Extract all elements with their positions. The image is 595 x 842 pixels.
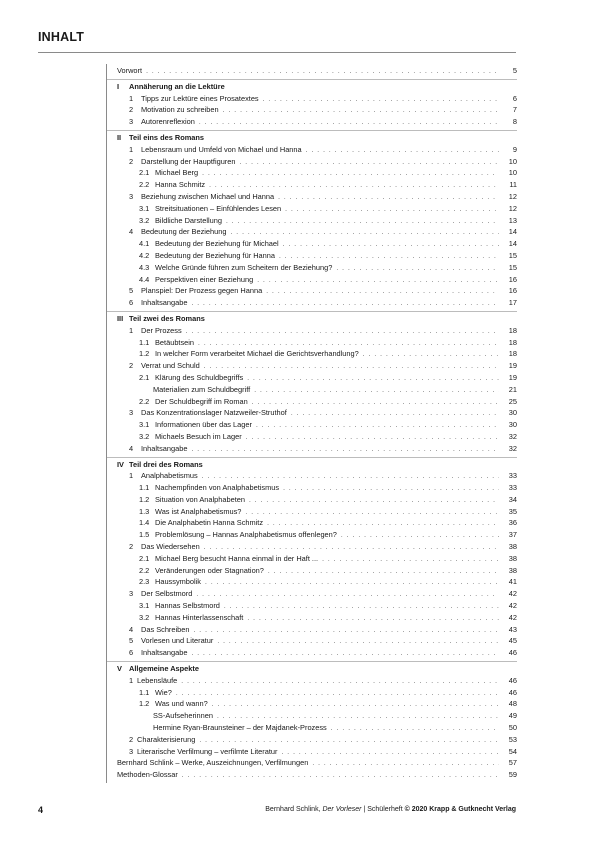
entry-title: Autorenreflexion — [141, 117, 195, 127]
toc-entry[interactable] — [107, 348, 517, 360]
entry-title: Literarische Verfilmung – verfilmte Literatur — [137, 746, 278, 756]
entry-number: 1 — [129, 144, 134, 154]
entry-page-number: 10 — [508, 156, 517, 166]
entry-title: Die Analphabetin Hanna Schmitz — [155, 518, 264, 528]
entry-number: 6 — [129, 648, 134, 658]
toc-entry[interactable] — [107, 647, 517, 659]
entry-page-number: 34 — [508, 494, 517, 504]
entry-number: 4.2 — [139, 250, 150, 260]
entry-title: Haussymbolik — [155, 577, 202, 587]
dot-leader — [191, 648, 499, 660]
entry-number: 3 — [129, 191, 134, 201]
entry-title: Inhaltsangabe — [141, 648, 188, 658]
toc-entry[interactable] — [107, 506, 517, 518]
toc-entry[interactable] — [107, 396, 517, 408]
entry-title: Hannas Selbstmord — [155, 601, 220, 611]
entry-title: Nachempfinden von Analphabetismus — [155, 483, 280, 493]
dot-leader — [285, 204, 499, 216]
toc-entry[interactable] — [107, 325, 517, 337]
entry-title: Streitsituationen – Einfühlendes Lesen — [155, 203, 282, 213]
toc-entry[interactable] — [107, 635, 517, 647]
toc-entry[interactable] — [107, 144, 517, 156]
entry-page-number: 18 — [508, 337, 517, 347]
section-numeral: I — [117, 81, 120, 91]
section-heading — [107, 81, 517, 93]
entry-title: Inhaltsangabe — [141, 298, 188, 308]
toc-entry[interactable] — [107, 274, 517, 286]
entry-page-number: 38 — [508, 542, 517, 552]
entry-page-number: 41 — [508, 577, 517, 587]
entry-page-number: 12 — [508, 203, 517, 213]
footer-copyright: © 2020 Krapp & Gutknecht Verlag — [404, 806, 516, 813]
entry-number: 1.5 — [139, 530, 150, 540]
toc-entry[interactable] — [107, 337, 517, 349]
dot-leader — [181, 676, 499, 688]
entry-page-number: 9 — [512, 144, 517, 154]
entry-page-number: 46 — [508, 675, 517, 685]
toc-entry[interactable] — [107, 156, 517, 168]
entry-number: 3.1 — [139, 203, 150, 213]
dot-leader — [312, 758, 499, 770]
toc-entry[interactable] — [107, 443, 517, 455]
entry-number: 3 — [129, 589, 134, 599]
toc-entry[interactable] — [107, 624, 517, 636]
entry-page-number: 53 — [508, 734, 517, 744]
entry-title: Inhaltsangabe — [141, 443, 188, 453]
entry-page-number: 18 — [508, 349, 517, 359]
entry-title: Michael Berg besucht Hanna einmal in der Haft ... — [155, 553, 319, 563]
toc-entry[interactable] — [107, 297, 517, 309]
entry-title: Wie? — [155, 687, 172, 697]
entry-page-number: 14 — [508, 239, 517, 249]
toc-entry[interactable] — [107, 734, 517, 746]
toc-entry[interactable] — [107, 384, 517, 396]
dot-leader — [247, 613, 499, 625]
dot-leader — [249, 495, 499, 507]
entry-title: Bedeutung der Beziehung — [141, 227, 227, 237]
entry-number: 4 — [129, 227, 134, 237]
toc-entry[interactable] — [107, 407, 517, 419]
entry-page-number: 12 — [508, 191, 517, 201]
entry-number: 3.2 — [139, 612, 150, 622]
entry-page-number: 25 — [508, 396, 517, 406]
dot-leader — [336, 263, 499, 275]
section-title: Allgemeine Aspekte — [129, 664, 199, 674]
entry-page-number: 17 — [508, 298, 517, 308]
dot-leader — [212, 699, 499, 711]
entry-number: 1.3 — [139, 506, 150, 516]
toc-section — [107, 312, 517, 458]
toc-entry[interactable] — [107, 238, 517, 250]
entry-number: 3 — [129, 117, 134, 127]
page-number: 4 — [38, 805, 44, 815]
section-heading — [107, 663, 517, 675]
entry-page-number: 30 — [508, 408, 517, 418]
toc-entry[interactable] — [107, 757, 517, 769]
entry-title: Hanna Schmitz — [155, 180, 206, 190]
entry-title: Planspiel: Der Prozess gegen Hanna — [141, 286, 263, 296]
entry-title: Das Schreiben — [141, 624, 190, 634]
entry-number: 2.1 — [139, 553, 150, 563]
entry-title: Darstellung der Hauptfiguren — [141, 156, 236, 166]
entry-page-number: 38 — [508, 565, 517, 575]
toc-entry[interactable] — [107, 576, 517, 588]
entry-page-number: 38 — [508, 553, 517, 563]
toc-entry[interactable] — [107, 93, 517, 105]
entry-title: Das Wiedersehen — [141, 542, 200, 552]
toc-section — [107, 458, 517, 663]
entry-page-number: 45 — [508, 636, 517, 646]
entry-page-number: 35 — [508, 506, 517, 516]
dot-leader — [283, 483, 499, 495]
entry-title: Der Schuldbegriff im Roman — [155, 396, 248, 406]
toc-entry[interactable] — [107, 675, 517, 687]
entry-title: Bildliche Darstellung — [155, 215, 222, 225]
entry-number: 1.2 — [139, 699, 150, 709]
footer-separator: | — [363, 806, 366, 813]
toc-entry[interactable] — [107, 553, 517, 565]
toc-entry[interactable] — [107, 698, 517, 710]
entry-page-number: 15 — [508, 262, 517, 272]
dot-leader — [176, 688, 499, 700]
header-divider — [38, 52, 516, 53]
entry-title: Bernhard Schlink – Werke, Auszeichnungen, Verfilmungen — [117, 758, 309, 768]
entry-page-number: 18 — [508, 325, 517, 335]
toc-section — [107, 64, 517, 80]
toc-entry[interactable] — [107, 167, 517, 179]
entry-number: 3.1 — [139, 601, 150, 611]
page-title: INHALT — [38, 30, 85, 44]
dot-leader — [256, 420, 499, 432]
entry-page-number: 8 — [512, 117, 517, 127]
toc-entry[interactable] — [107, 746, 517, 758]
entry-title: Verrat und Schuld — [141, 361, 200, 371]
entry-number: 4.1 — [139, 239, 150, 249]
dot-leader — [202, 168, 499, 180]
entry-page-number: 59 — [508, 770, 517, 780]
entry-page-number: 11 — [509, 180, 517, 190]
entry-number: 3.1 — [139, 420, 150, 430]
entry-title: Bedeutung der Beziehung für Michael — [155, 239, 279, 249]
entry-page-number: 42 — [508, 601, 517, 611]
entry-page-number: 49 — [508, 711, 517, 721]
footer-credit — [265, 806, 516, 813]
entry-page-number: 19 — [508, 372, 517, 382]
dot-leader — [257, 275, 499, 287]
toc-entry[interactable] — [107, 600, 517, 612]
entry-number: 2.1 — [139, 372, 150, 382]
entry-title: Problemlösung – Hannas Analphabetismus offenlegen? — [155, 530, 337, 540]
entry-title: Was ist Analphabetismus? — [155, 506, 242, 516]
entry-page-number: 46 — [508, 648, 517, 658]
entry-title: Beziehung zwischen Michael und Hanna — [141, 191, 275, 201]
dot-leader — [363, 349, 499, 361]
entry-number: 2 — [129, 105, 134, 115]
toc-entry[interactable] — [107, 262, 517, 274]
entry-title: Vorwort — [117, 66, 143, 75]
entry-page-number: 10 — [508, 168, 517, 178]
entry-title: In welcher Form verarbeitet Michael die Gerichtsverhandlung? — [155, 349, 359, 359]
toc-entry[interactable] — [107, 215, 517, 227]
toc-section — [107, 131, 517, 312]
entry-title: Michaels Besuch im Lager — [155, 431, 242, 441]
toc-entry[interactable] — [107, 588, 517, 600]
entry-number: 2 — [129, 156, 134, 166]
toc-entry[interactable] — [107, 285, 517, 297]
toc-entry[interactable] — [107, 769, 517, 781]
entry-page-number: 30 — [508, 420, 517, 430]
dot-leader — [204, 361, 499, 373]
entry-title: Materialien zum Schuldbegriff — [153, 384, 251, 394]
entry-number: 1.2 — [139, 349, 150, 359]
toc-entry[interactable] — [107, 722, 517, 734]
entry-title: Situation von Analphabeten — [155, 494, 245, 504]
entry-number: 1.2 — [139, 494, 150, 504]
dot-leader — [247, 373, 499, 385]
entry-page-number: 13 — [508, 215, 517, 225]
toc-entry[interactable] — [107, 494, 517, 506]
toc-entry[interactable] — [107, 191, 517, 203]
dot-leader — [146, 66, 499, 78]
entry-page-number: 16 — [508, 274, 517, 284]
dot-leader — [283, 239, 499, 251]
entry-title: Betäubtsein — [155, 337, 195, 347]
entry-number: 2.3 — [139, 577, 150, 587]
entry-page-number: 37 — [508, 530, 517, 540]
toc-entry[interactable] — [107, 250, 517, 262]
entry-page-number: 7 — [512, 105, 517, 115]
dot-leader — [193, 625, 499, 637]
entry-page-number: 57 — [508, 758, 517, 768]
toc-entry[interactable] — [107, 612, 517, 624]
entry-number: 1 — [129, 325, 134, 335]
entry-number: 3 — [129, 408, 134, 418]
section-numeral: V — [117, 664, 122, 674]
section-numeral: III — [117, 313, 124, 323]
entry-title: Hannas Hinterlassenschaft — [155, 612, 244, 622]
entry-title: Motivation zu schreiben — [141, 105, 219, 115]
entry-number: 2.2 — [139, 396, 150, 406]
toc-section — [107, 80, 517, 131]
dot-leader — [246, 432, 499, 444]
toc-entry[interactable] — [107, 226, 517, 238]
entry-number: 1 — [129, 471, 134, 481]
toc-entry[interactable] — [107, 710, 517, 722]
section-heading — [107, 313, 517, 325]
toc-entry[interactable] — [107, 565, 517, 577]
footer-book-title: Der Vorleser — [322, 806, 362, 813]
entry-page-number: 14 — [508, 227, 517, 237]
entry-number: 1.1 — [139, 337, 150, 347]
entry-number: 6 — [129, 298, 134, 308]
entry-title: Der Prozess — [141, 325, 182, 335]
entry-title: Das Konzentrationslager Natzweiler-Struthof — [141, 408, 287, 418]
entry-page-number: 21 — [508, 384, 517, 394]
entry-number: 1.4 — [139, 518, 150, 528]
dot-leader — [322, 554, 499, 566]
entry-number: 2 — [129, 361, 134, 371]
entry-page-number: 19 — [508, 361, 517, 371]
entry-page-number: 32 — [508, 431, 517, 441]
entry-title: Lebensläufe — [137, 675, 178, 685]
section-title: Teil zwei des Romans — [129, 313, 205, 323]
dot-leader — [331, 723, 499, 735]
entry-number: 5 — [129, 636, 134, 646]
entry-title: Michael Berg — [155, 168, 199, 178]
dot-leader — [266, 286, 499, 298]
entry-page-number: 54 — [508, 746, 517, 756]
toc-entry[interactable] — [107, 687, 517, 699]
dot-leader — [341, 530, 499, 542]
entry-number: 5 — [129, 286, 134, 296]
entry-title: SS-Aufseherinnen — [153, 711, 213, 721]
entry-title: Klärung des Schuldbegriffs — [155, 372, 244, 382]
entry-number: 4.4 — [139, 274, 150, 284]
entry-title: Veränderungen oder Stagnation? — [155, 565, 264, 575]
entry-title: Was und wann? — [155, 699, 208, 709]
toc-entry[interactable] — [107, 529, 517, 541]
footer-edition: Schülerheft — [367, 806, 403, 813]
entry-number: 4 — [129, 443, 134, 453]
section-numeral: IV — [117, 459, 124, 469]
entry-title: Hermine Ryan-Braunsteiner – der Majdanek-Prozess — [153, 723, 327, 733]
toc-entry[interactable] — [107, 419, 517, 431]
toc-entry[interactable] — [107, 541, 517, 553]
dot-leader — [245, 507, 499, 519]
section-numeral: II — [117, 132, 122, 142]
entry-number: 1 — [129, 675, 134, 685]
entry-number: 2 — [129, 542, 134, 552]
dot-leader — [182, 770, 499, 782]
toc-entry[interactable] — [107, 517, 517, 529]
entry-title: Perspektiven einer Beziehung — [155, 274, 254, 284]
entry-title: Methoden-Glossar — [117, 770, 178, 780]
dot-leader — [191, 298, 499, 310]
toc-entry[interactable] — [107, 372, 517, 384]
dot-leader — [224, 601, 499, 613]
entry-page-number: 33 — [508, 483, 517, 493]
entry-number: 4.3 — [139, 262, 150, 272]
dot-leader — [291, 408, 499, 420]
section-heading — [107, 459, 517, 471]
entry-number: 3.2 — [139, 431, 150, 441]
toc-entry[interactable] — [107, 203, 517, 215]
dot-leader — [196, 589, 499, 601]
entry-page-number: 5 — [512, 66, 517, 75]
entry-title: Der Selbstmord — [141, 589, 193, 599]
dot-leader — [199, 117, 499, 129]
entry-page-number: 6 — [512, 93, 517, 103]
entry-title: Vorlesen und Literatur — [141, 636, 214, 646]
section-title: Annäherung an die Lektüre — [129, 81, 225, 91]
entry-page-number: 43 — [508, 624, 517, 634]
toc-entry[interactable] — [107, 360, 517, 372]
entry-title: Welche Gründe führen zum Scheitern der Beziehung? — [155, 262, 333, 272]
entry-page-number: 46 — [508, 687, 517, 697]
entry-number: 2.2 — [139, 180, 150, 190]
toc-entry[interactable] — [107, 65, 517, 77]
entry-title: Informationen über das Lager — [155, 420, 252, 430]
entry-page-number: 48 — [508, 699, 517, 709]
toc-entry[interactable] — [107, 431, 517, 443]
section-heading — [107, 132, 517, 144]
dot-leader — [191, 444, 499, 456]
dot-leader — [217, 636, 499, 648]
entry-number: 2.2 — [139, 565, 150, 575]
entry-number: 3 — [129, 746, 134, 756]
entry-number: 1.1 — [139, 483, 150, 493]
dot-leader — [252, 397, 499, 409]
entry-title: Bedeutung der Beziehung für Hanna — [155, 250, 275, 260]
section-title: Teil eins des Romans — [129, 132, 205, 142]
toc-entry[interactable] — [107, 482, 517, 494]
dot-leader — [186, 326, 499, 338]
toc-entry[interactable] — [107, 470, 517, 482]
entry-page-number: 32 — [508, 443, 517, 453]
entry-number: 1 — [129, 93, 134, 103]
toc-entry[interactable] — [107, 104, 517, 116]
dot-leader — [226, 216, 499, 228]
entry-page-number: 50 — [508, 723, 517, 733]
dot-leader — [254, 385, 499, 397]
entry-page-number: 15 — [508, 250, 517, 260]
toc-section — [107, 662, 517, 783]
entry-page-number: 36 — [508, 518, 517, 528]
dot-leader — [205, 577, 499, 589]
entry-number: 2.1 — [139, 168, 150, 178]
toc-entry[interactable] — [107, 116, 517, 128]
entry-title: Tipps zur Lektüre eines Prosatextes — [141, 93, 259, 103]
entry-page-number: 42 — [508, 612, 517, 622]
entry-page-number: 16 — [508, 286, 517, 296]
entry-title: Charakterisierung — [137, 734, 196, 744]
entry-page-number: 42 — [508, 589, 517, 599]
entry-number: 2 — [129, 734, 134, 744]
entry-title: Analphabetismus — [141, 471, 198, 481]
footer-author: Bernhard Schlink, — [265, 806, 321, 813]
dot-leader — [278, 192, 499, 204]
dot-leader — [306, 145, 499, 157]
dot-leader — [240, 157, 500, 169]
entry-number: 3.2 — [139, 215, 150, 225]
dot-leader — [268, 566, 499, 578]
table-of-contents — [106, 64, 517, 783]
entry-page-number: 33 — [508, 471, 517, 481]
dot-leader — [281, 747, 499, 759]
dot-leader — [223, 105, 499, 117]
dot-leader — [263, 94, 499, 106]
section-title: Teil drei des Romans — [129, 459, 203, 469]
entry-number: 4 — [129, 624, 134, 634]
entry-title: Lebensraum und Umfeld von Michael und Hanna — [141, 144, 302, 154]
entry-number: 1.1 — [139, 687, 150, 697]
toc-entry[interactable] — [107, 179, 517, 191]
